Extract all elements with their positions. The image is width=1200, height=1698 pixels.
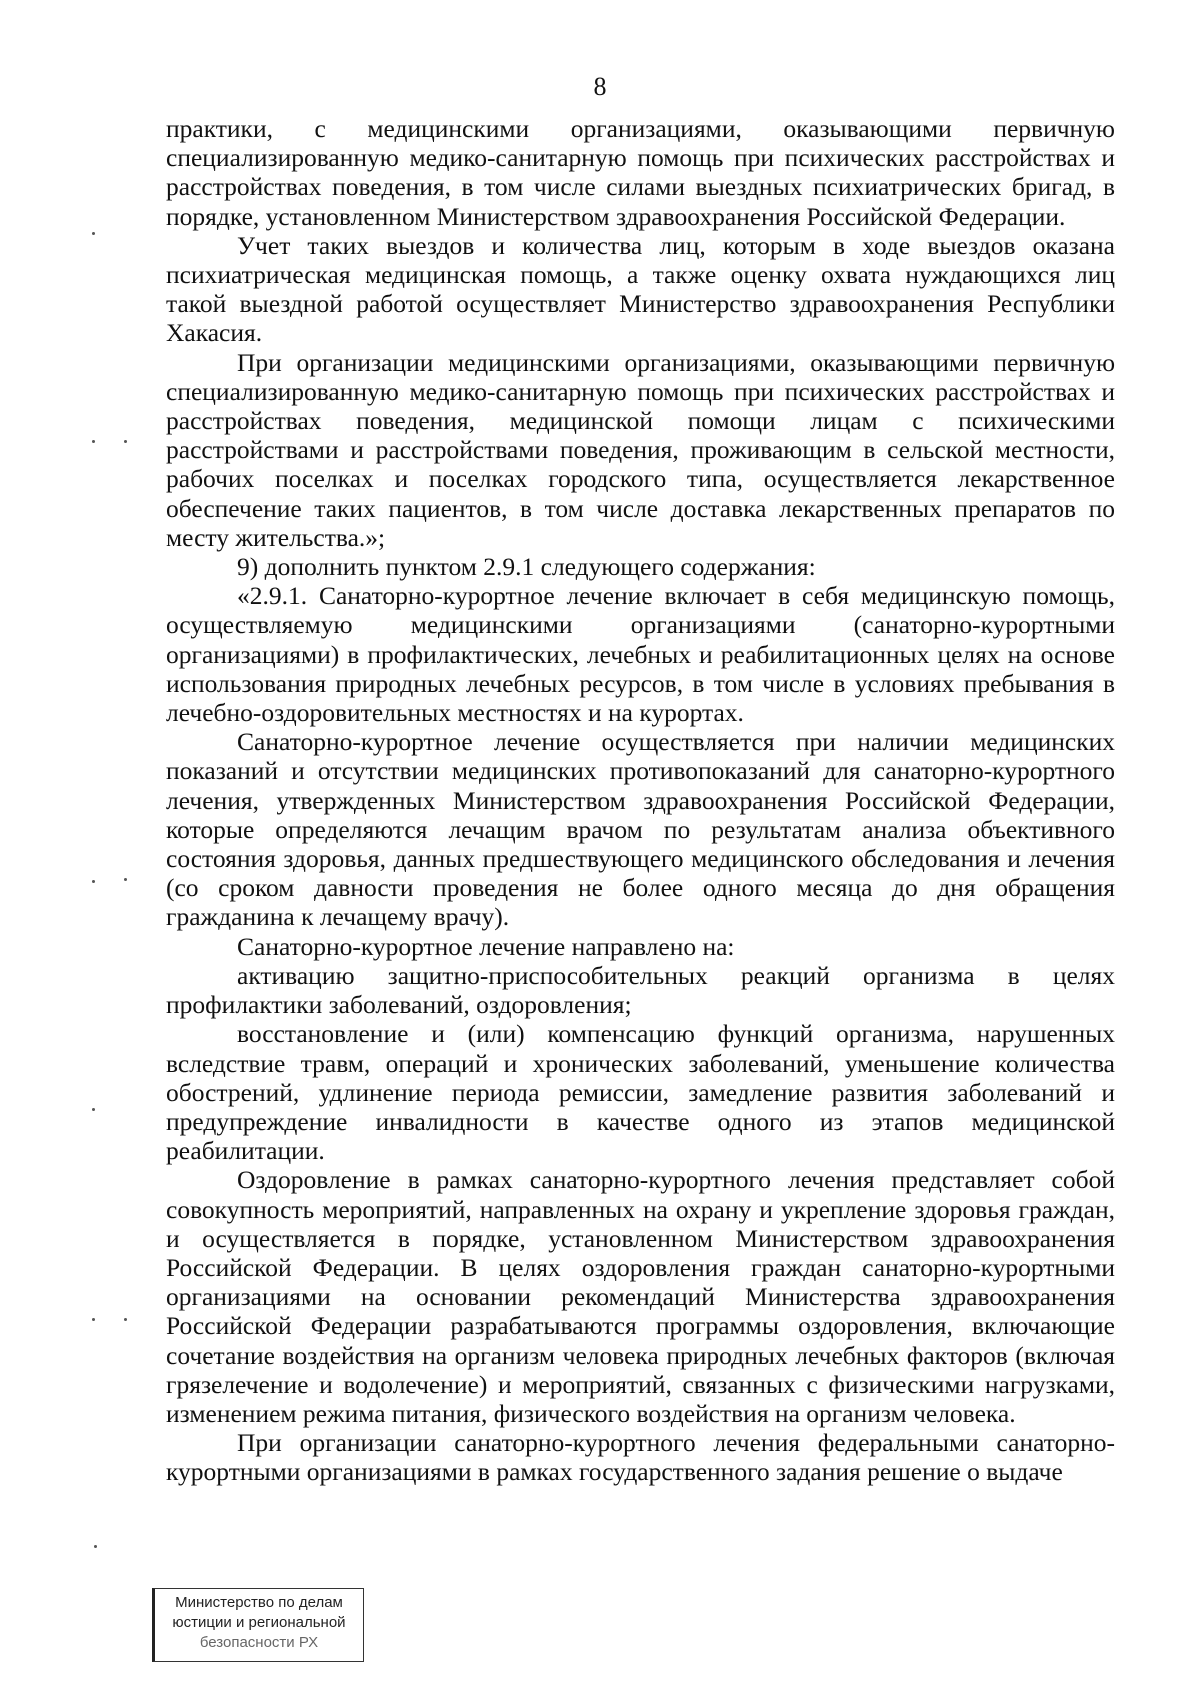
paragraph: практики, с медицинскими организациями, оказывающими первичную специализированную медико-санитарную помощь при психических расстройствах и расстройствах поведения, в том числе силами выездных психиатрических бригад, в порядке, установленном Министерством здравоохранения Российской Федерации. <box>166 114 1115 231</box>
scan-mark <box>124 440 127 443</box>
scan-mark <box>92 440 95 443</box>
paragraph: Учет таких выездов и количества лиц, которым в ходе выездов оказана психиатрическая медицинская помощь, а также оценку охвата нуждающихся лиц такой выездной работой осуществляет Министерство здравоохранения Республики Хакасия. <box>166 230 1115 348</box>
scan-mark <box>92 232 95 235</box>
paragraph: 9) дополнить пунктом 2.9.1 следующего содержания: <box>237 552 816 582</box>
stamp-line: безопасности РХ <box>199 1634 319 1651</box>
scan-mark <box>92 1318 95 1321</box>
stamp-line: Министерство по делам <box>175 1594 343 1611</box>
document-body <box>166 114 1115 1487</box>
stamp-line: юстиции и региональной <box>172 1614 346 1631</box>
page-number: 8 <box>593 72 607 101</box>
scan-mark <box>92 880 95 883</box>
paragraph: восстановление и (или) компенсацию функций организма, нарушенных вследствие травм, операций и хронических заболеваний, уменьшение количества обострений, удлинение периода ремиссии, замедление развития заболеваний и предупреждение инвалидности в качестве одного из этапов медицинской реабилитации. <box>166 1019 1115 1166</box>
paragraph: Санаторно-курортное лечение направлено на: <box>237 931 735 961</box>
scan-mark <box>124 1318 127 1321</box>
paragraph: При организации санаторно-курортного лечения федеральными санаторно-курортными организациями в рамках государственного задания решение о выдаче <box>166 1428 1115 1487</box>
registration-stamp <box>152 1588 364 1662</box>
paragraph: Оздоровление в рамках санаторно-курортного лечения представляет собой совокупность мероприятий, направленных на охрану и укрепление здоровья граждан, и осуществляется в порядке, установленном Министерством здравоохранения Российской Федерации. В целях оздоровления граждан санаторно-курортными организациями на основании рекомендаций Министерства здравоохранения Российской Федерации разрабатываются программы оздоровления, включающие сочетание воздействия на организм человека природных лечебных факторов (включая грязелечение и водолечение) и мероприятий, связанных с физическими нагрузками, изменением режима питания, физического воздействия на организм человека. <box>166 1165 1115 1428</box>
paragraph: При организации медицинскими организациями, оказывающими первичную специализированную медико-санитарную помощь при психических расстройствах и расстройствах поведения, медицинской помощи лицам с психическими расстройствами и расстройствами поведения, проживающим в сельской местности, рабочих поселках и поселках городского типа, осуществляется лекарственное обеспечение таких пациентов, в том числе доставка лекарственных препаратов по месту жительства.»; <box>166 347 1115 552</box>
scan-mark <box>124 878 127 881</box>
scan-mark <box>94 1545 97 1548</box>
paragraph: «2.9.1. Санаторно-курортное лечение включает в себя медицинскую помощь, осуществляемую медицинскими организациями (санаторно-курортными организациями) в профилактических, лечебных и реабилитационных целях на основе использования природных лечебных ресурсов, в том числе в условиях пребывания в лечебно-оздоровительных местностях и на курортах. <box>166 581 1115 728</box>
paragraph: активацию защитно-приспособительных реакций организма в целях профилактики заболеваний, оздоровления; <box>166 960 1115 1020</box>
paragraph: Санаторно-курортное лечение осуществляется при наличии медицинских показаний и отсутствии медицинских противопоказаний для санаторно-курортного лечения, утвержденных Министерством здравоохранения Российской Федерации, которые определяются лечащим врачом по результатам анализа объективного состояния здоровья, данных предшествующего медицинского обследования и лечения (со сроком давности проведения не более одного месяца до дня обращения гражданина к лечащему врачу). <box>166 727 1115 932</box>
scan-mark <box>92 1108 95 1111</box>
